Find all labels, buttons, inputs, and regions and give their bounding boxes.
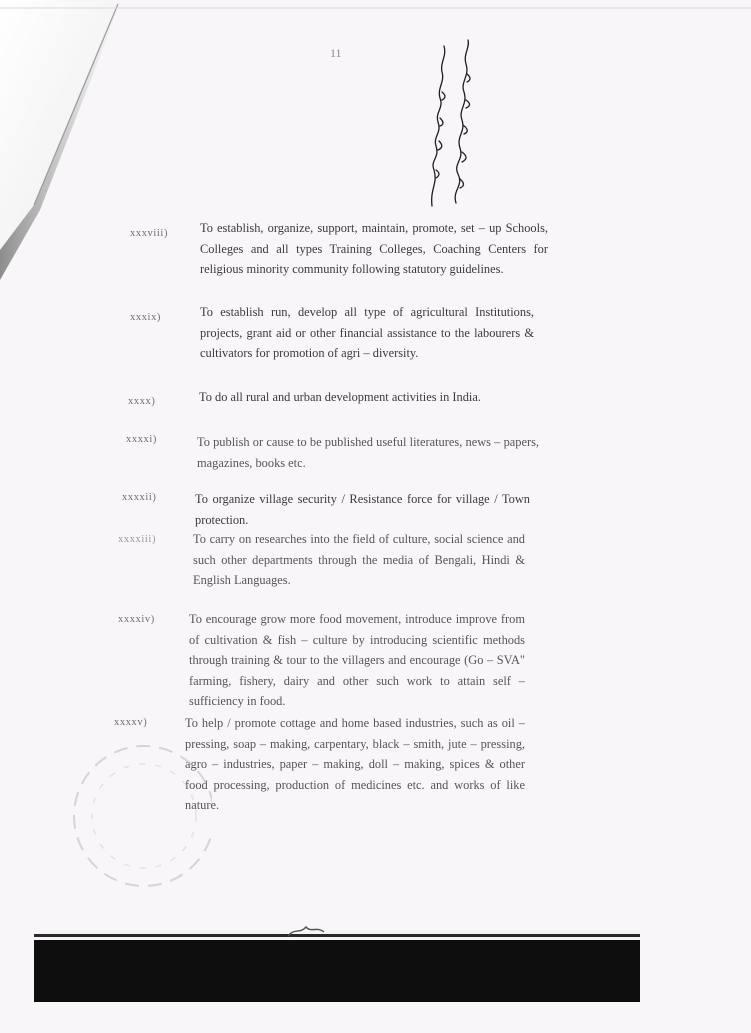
item-text: To publish or cause to be published useful literatures, news – papers, magazines, books etc. [197,435,539,470]
footer-rule [34,934,640,937]
item-number: xxxxi) [126,434,158,445]
item-number: xxxxv) [114,717,148,728]
item-text: To establish, organize, support, maintain, promote, set – up Schools, Colleges and all types Training Colleges, Coaching Centers for religious minority community following statutory guidelines. [200,221,548,276]
item-text: To establish run, develop all type of agricultural Institutions, projects, grant aid or other financial assistance to the labourers & cultivators for promotion of agri – diversity. [200,305,534,360]
redacted-footer-band [34,940,640,1002]
item-number: xxxix) [130,312,162,323]
faded-round-stamp [62,716,212,896]
item-number: xxxx) [128,396,156,407]
item-text: To organize village security / Resistance force for village / Town protection. [195,492,530,527]
item-text: To do all rural and urban development activities in India. [199,390,481,404]
item-text: To encourage grow more food movement, introduce improve from of cultivation & fish – culture by introducing scientific methods through training & tour to the villagers and encourage (Go – SVA" farming, fishery, dairy and other such work to attain self – sufficiency in food. [189,612,525,708]
item-text: To carry on researches into the field of culture, social science and such other departments through the media of Bengali, Hindi & English Languages. [193,532,525,587]
item-text: To help / promote cottage and home based industries, such as oil – pressing, soap – making, carpentary, black – smith, jute – pressing, agro – industries, paper – making, doll – making, spices & other food processing, production of medicines etc. and works of like nature. [185,716,525,812]
handwritten-signature [420,38,480,208]
item-number: xxxxii) [122,492,157,503]
item-number: xxxxiv) [118,614,155,625]
item-number: xxxviii) [130,228,169,239]
item-number: xxxxiii) [118,534,157,545]
ink-smudge [286,924,326,938]
page-number: 11 [330,46,342,60]
